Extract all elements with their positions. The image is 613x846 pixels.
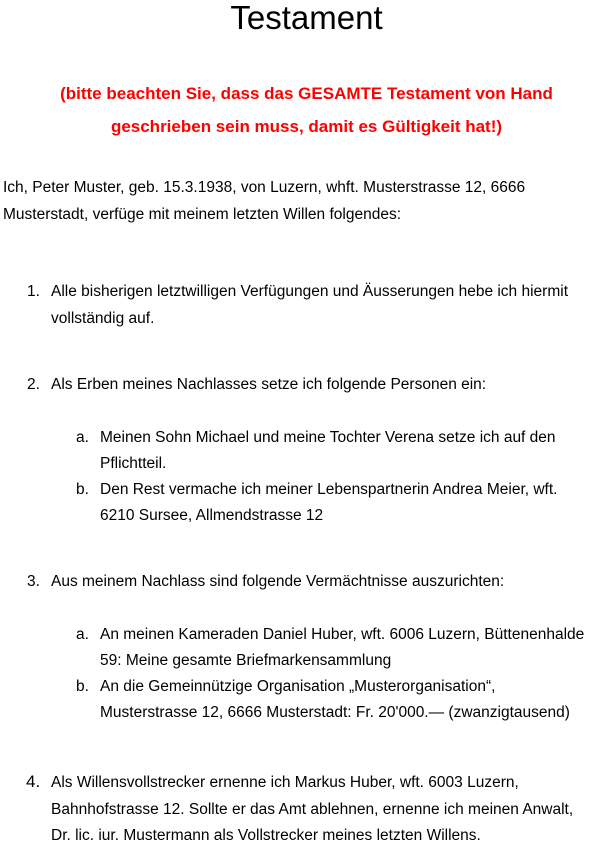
item-line: Aus meinem Nachlass sind folgende Vermächtnisse auszurichten: <box>51 573 505 590</box>
item-number: 3. <box>27 573 40 590</box>
item-line: vollständig auf. <box>51 310 155 327</box>
subitem-letter: b. <box>76 678 89 695</box>
subitem-line: Meinen Sohn Michael und meine Tochter Verena setze ich auf den <box>100 429 556 446</box>
item-line: Als Erben meines Nachlasses setze ich folgende Personen ein: <box>51 376 487 393</box>
notice-line: (bitte beachten Sie, dass das GESAMTE Testament von Hand <box>60 84 553 103</box>
item-line: Als Willensvollstrecker ernenne ich Markus Huber, wft. 6003 Luzern, <box>51 774 519 791</box>
subitem-letter: b. <box>76 481 89 498</box>
subitem-letter: a. <box>76 626 89 643</box>
subitem-line: Musterstrasse 12, 6666 Musterstadt: Fr. 20'000.— (zwanzigtausend) <box>100 704 570 721</box>
item-number: 4. <box>26 772 41 791</box>
document-title: Testament <box>230 0 383 36</box>
item-line: Alle bisherigen letztwilligen Verfügungen und Äusserungen hebe ich hiermit <box>51 283 568 300</box>
subitem-line: An die Gemeinnützige Organisation „Musterorganisation“, <box>100 678 496 695</box>
item-line: Bahnhofstrasse 12. Sollte er das Amt ablehnen, ernenne ich meinen Anwalt, <box>51 801 574 818</box>
item-number: 2. <box>27 376 40 393</box>
item-line: Dr. lic. iur. Mustermann als Vollstrecker meines letzten Willens. <box>51 827 481 844</box>
subitem-letter: a. <box>76 429 89 446</box>
subitem-line: Pflichtteil. <box>100 455 167 472</box>
subitem-line: 6210 Sursee, Allmendstrasse 12 <box>100 507 324 524</box>
notice-line: geschrieben sein muss, damit es Gültigkeit hat!) <box>110 117 503 136</box>
subitem-line: Den Rest vermache ich meiner Lebenspartnerin Andrea Meier, wft. <box>100 481 558 498</box>
subitem-line: 59: Meine gesamte Briefmarkensammlung <box>100 652 392 669</box>
intro-line: Musterstadt, verfüge mit meinem letzten Willen folgendes: <box>3 206 402 223</box>
item-number: 1. <box>27 283 40 300</box>
subitem-line: An meinen Kameraden Daniel Huber, wft. 6006 Luzern, Büttenenhalde <box>100 626 585 643</box>
intro-line: Ich, Peter Muster, geb. 15.3.1938, von Luzern, whft. Musterstrasse 12, 6666 <box>3 179 526 196</box>
